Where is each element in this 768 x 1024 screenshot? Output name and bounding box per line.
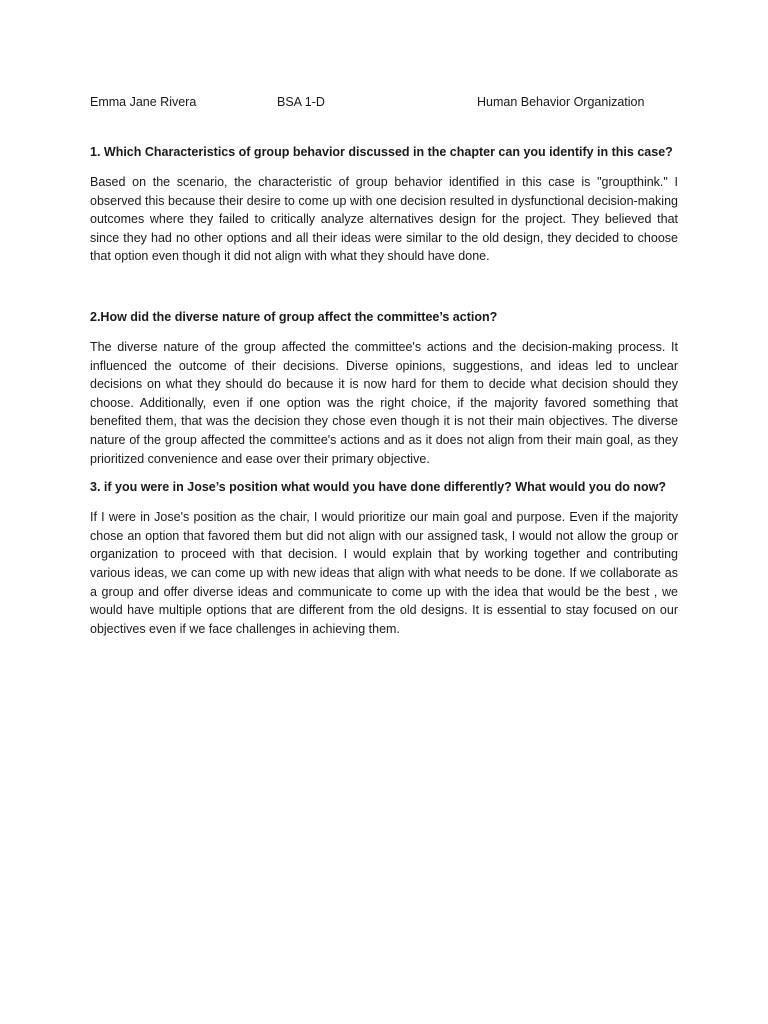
answer-1: Based on the scenario, the characteristic of group behavior identified in this case is "groupthink." I observed this because their desire to come up with one decision resulted in dysfunctional decision-making outcomes where they failed to critically analyze alternatives design for the project. They believed that since they had no other options and all their ideas were similar to the old design, they decided to choose that option even though it did not align with what they should have done. <box>90 175 678 264</box>
document-header <box>90 93 678 111</box>
document-page <box>90 93 678 638</box>
student-name: Emma Jane Rivera <box>90 95 197 109</box>
question-2: 2.How did the diverse nature of group affect the committee’s action? <box>90 309 498 324</box>
answer-3: If I were in Jose's position as the chair, I would prioritize our main goal and purpose. Even if the majority chose an option that favored them but did not align with our assigned task, I would not allow the group or organization to proceed with that decision. I would explain that by working together and contributing various ideas, we can come up with new ideas that align with what needs to be done. If we collaborate as a group and offer diverse ideas and communicate to come up with the idea that would be the best , we would have multiple options that are different from the old designs. It is essential to stay focused on our objectives even if we face challenges in achieving them. <box>90 510 678 636</box>
course-title: Human Behavior Organization <box>477 95 645 109</box>
student-section: BSA 1-D <box>277 95 325 109</box>
question-3: 3. if you were in Jose’s position what would you have done differently? What would you do now? <box>90 480 666 495</box>
question-1: 1. Which Characteristics of group behavior discussed in the chapter can you identify in this case? <box>90 145 673 159</box>
answer-2: The diverse nature of the group affected the committee's actions and the decision-making process. It influenced the outcome of their decisions. Diverse opinions, suggestions, and ideas led to unclear decisions on what they should do because it is now hard for them to decide what decision should they choose. Additionally, even if one option was the right choice, if the majority favored something that benefited them, that was the decision they chose even though it is not their main objectives. The diverse nature of the group affected the committee's actions and as it does not align from their main goal, as they prioritized convenience and ease over their primary objective. <box>90 339 678 466</box>
